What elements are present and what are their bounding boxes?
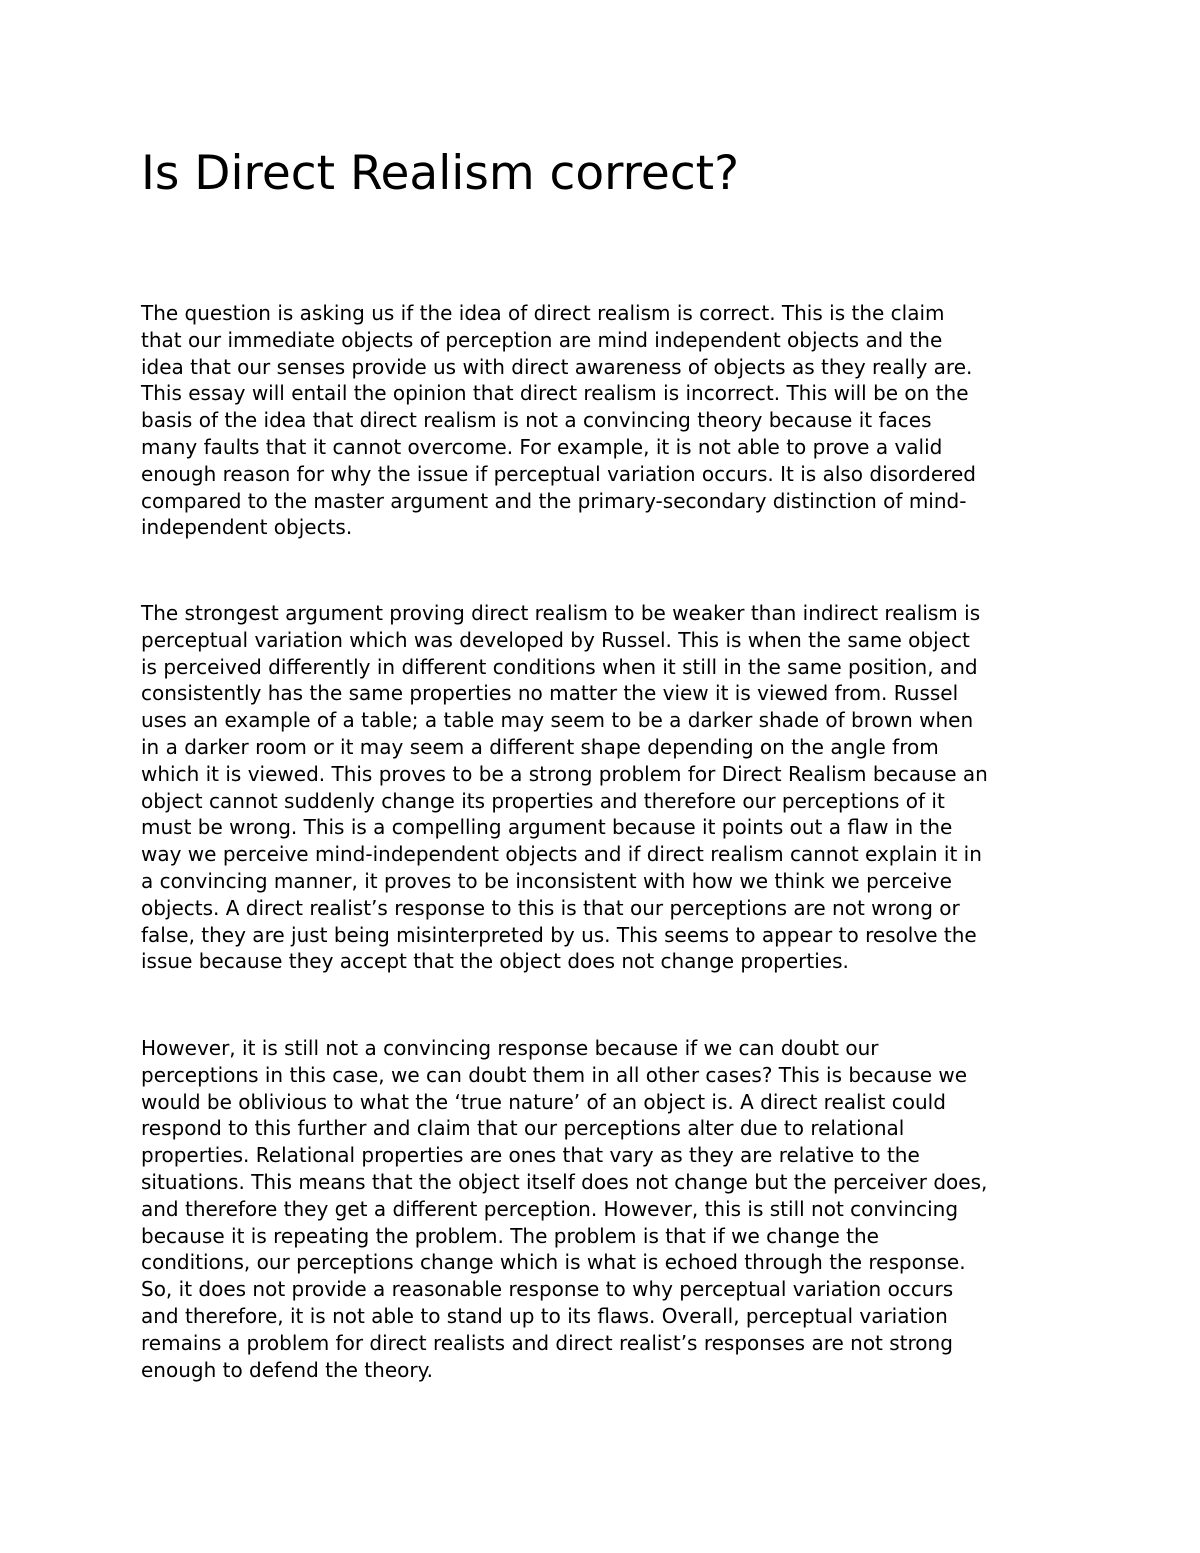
- text-line: object cannot suddenly change its properties and therefore our perceptions of it: [141, 788, 945, 813]
- text-line: remains a problem for direct realists and direct realist’s responses are not strong: [141, 1330, 953, 1355]
- text-line: enough to defend the theory.: [141, 1357, 433, 1382]
- text-line: a convincing manner, it proves to be inconsistent with how we think we perceive: [141, 868, 952, 893]
- text-line: This essay will entail the opinion that direct realism is incorrect. This will be on the: [141, 381, 969, 406]
- document-title: Is Direct Realism correct?: [141, 146, 740, 201]
- text-line: The strongest argument proving direct realism to be weaker than indirect realism is: [141, 601, 981, 625]
- text-line: compared to the master argument and the primary-secondary distinction of mind-: [141, 488, 967, 513]
- text-line: properties. Relational properties are ones that vary as they are relative to the: [141, 1143, 920, 1168]
- text-line: must be wrong. This is a compelling argument because it points out a flaw in the: [141, 815, 953, 840]
- text-line: basis of the idea that direct realism is not a convincing theory because it faces: [141, 408, 932, 433]
- text-line: So, it does not provide a reasonable response to why perceptual variation occurs: [141, 1277, 954, 1302]
- text-line: and therefore, it is not able to stand up to its flaws. Overall, perceptual variation: [141, 1303, 948, 1328]
- text-line: is perceived differently in different conditions when it still in the same position, and: [141, 654, 978, 679]
- text-line: in a darker room or it may seem a different shape depending on the angle from: [141, 734, 939, 759]
- paragraph-response: [141, 1035, 1081, 1383]
- text-line: because it is repeating the problem. The problem is that if we change the: [141, 1223, 879, 1248]
- text-line: perceptions in this case, we can doubt them in all other cases? This is because we: [141, 1062, 968, 1087]
- text-line: that our immediate objects of perception are mind independent objects and the: [141, 327, 943, 352]
- text-line: and therefore they get a different perception. However, this is still not convincing: [141, 1196, 959, 1221]
- text-line: respond to this further and claim that our perceptions alter due to relational: [141, 1116, 905, 1141]
- text-line: uses an example of a table; a table may seem to be a darker shade of brown when: [141, 708, 974, 733]
- text-line: way we perceive mind-independent objects and if direct realism cannot explain it in: [141, 842, 982, 867]
- text-line: The question is asking us if the idea of direct realism is correct. This is the claim: [141, 301, 945, 325]
- text-line: issue because they accept that the object does not change properties.: [141, 949, 849, 974]
- text-line: would be oblivious to what the ‘true nature’ of an object is. A direct realist could: [141, 1089, 946, 1114]
- text-line: false, they are just being misinterpreted by us. This seems to appear to resolve the: [141, 922, 977, 947]
- text-line: idea that our senses provide us with direct awareness of objects as they really are.: [141, 354, 973, 379]
- text-line: consistently has the same properties no matter the view it is viewed from. Russel: [141, 681, 959, 706]
- text-line: perceptual variation which was developed by Russel. This is when the same object: [141, 627, 970, 652]
- text-line: enough reason for why the issue if perceptual variation occurs. It is also disordered: [141, 461, 976, 486]
- text-line: which it is viewed. This proves to be a strong problem for Direct Realism because an: [141, 761, 988, 786]
- text-line: many faults that it cannot overcome. For example, it is not able to prove a valid: [141, 434, 943, 459]
- paragraph-perceptual-variation: [141, 600, 1081, 975]
- text-line: objects. A direct realist’s response to this is that our perceptions are not wrong or: [141, 895, 960, 920]
- text-line: independent objects.: [141, 515, 353, 540]
- paragraph-introduction: [141, 300, 1081, 541]
- text-line: However, it is still not a convincing response because if we can doubt our: [141, 1036, 879, 1060]
- text-line: situations. This means that the object itself does not change but the perceiver does,: [141, 1169, 988, 1194]
- text-line: conditions, our perceptions change which is what is echoed through the response.: [141, 1250, 966, 1275]
